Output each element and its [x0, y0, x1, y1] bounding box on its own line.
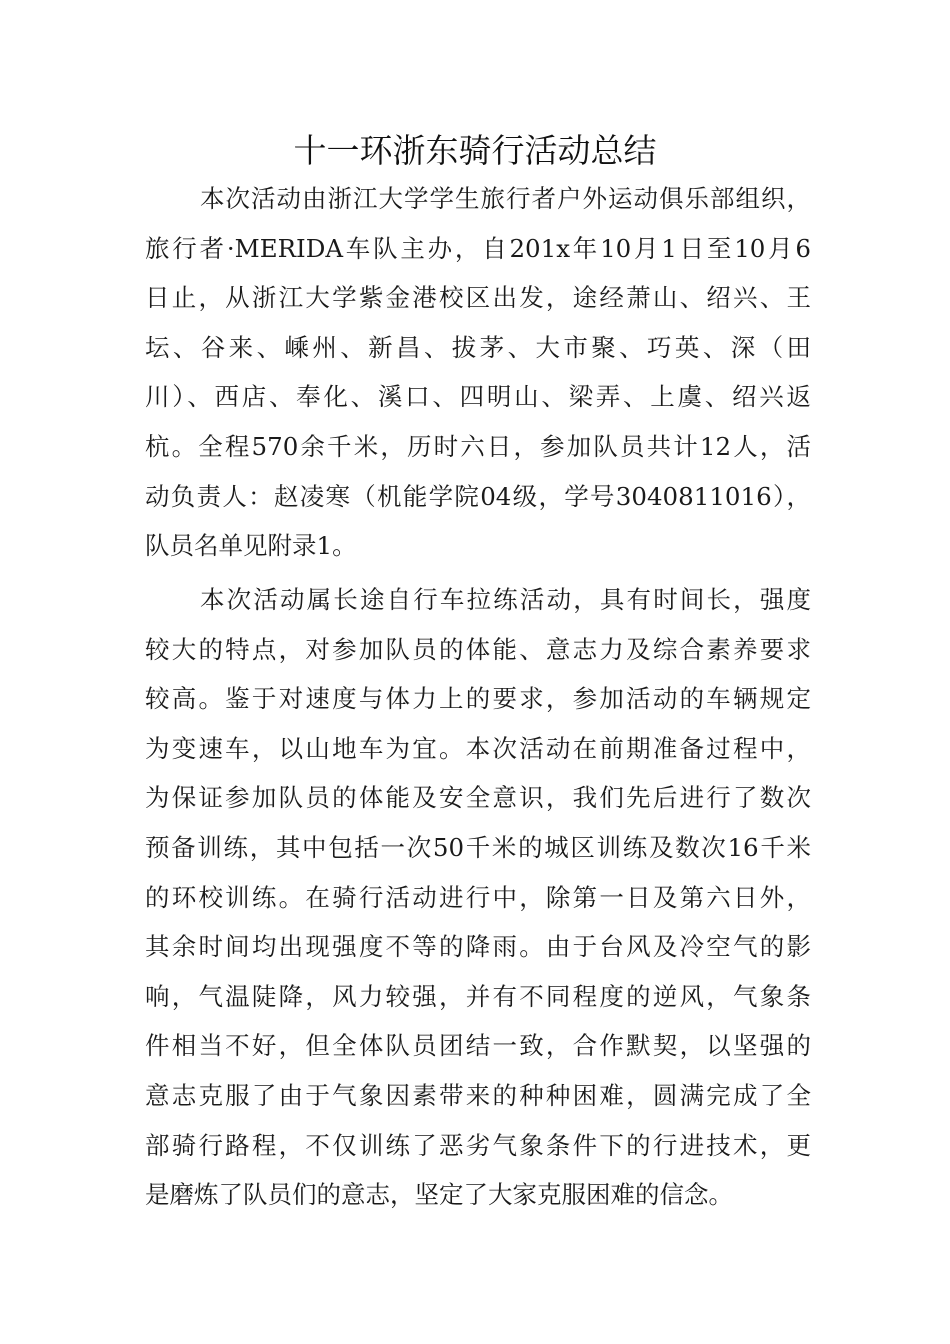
text-line: 杭。全程570余千米，历时六日，参加队员共计12人，活: [145, 431, 811, 461]
text-line: 队员名单见附录1。: [145, 531, 357, 561]
text-line: 件相当不好，但全体队员团结一致，合作默契，以坚强的: [145, 1031, 811, 1061]
text-line: 较高。鉴于对速度与体力上的要求，参加活动的车辆规定: [145, 684, 811, 714]
text-line: 本次活动由浙江大学学生旅行者户外运动俱乐部组织，: [200, 184, 811, 213]
paragraph-1: [145, 174, 811, 571]
text-line: 日止，从浙江大学紫金港校区出发，途经萧山、绍兴、王: [145, 283, 811, 313]
text-line: 本次活动属长途自行车拉练活动，具有时间长，强度: [200, 585, 811, 614]
text-line: 其余时间均出现强度不等的降雨。由于台风及冷空气的影: [145, 932, 811, 962]
text-line: 响，气温陡降，风力较强，并有不同程度的逆风，气象条: [145, 981, 811, 1011]
document-title: 十一环浙东骑行活动总结: [293, 131, 657, 170]
text-line: 坛、谷来、嵊州、新昌、拔茅、大市聚、巧英、深（田: [145, 332, 811, 362]
text-line: 为保证参加队员的体能及安全意识，我们先后进行了数次: [145, 783, 811, 813]
text-line: 部骑行路程，不仅训练了恶劣气象条件下的行进技术，更: [145, 1130, 811, 1160]
text-line: 川）、西店、奉化、溪口、四明山、梁弄、上虞、绍兴返: [145, 382, 811, 412]
paragraph-2: [145, 575, 811, 1220]
text-line: 的环校训练。在骑行活动进行中，除第一日及第六日外，: [145, 882, 811, 912]
text-line: 是磨炼了队员们的意志，坚定了大家克服困难的信念。: [145, 1180, 733, 1210]
text-line: 为变速车，以山地车为宜。本次活动在前期准备过程中，: [145, 733, 811, 763]
text-line: 预备训练，其中包括一次50千米的城区训练及数次16千米: [145, 832, 811, 862]
text-line: 动负责人：赵凌寒（机能学院04级，学号3040811016），: [145, 481, 811, 511]
text-line: 意志克服了由于气象因素带来的种种困难，圆满完成了全: [145, 1080, 811, 1110]
text-line: 旅行者·MERIDA车队主办，自201x年10月1日至10月6: [145, 233, 811, 263]
text-line: 较大的特点，对参加队员的体能、意志力及综合素养要求: [145, 634, 811, 664]
